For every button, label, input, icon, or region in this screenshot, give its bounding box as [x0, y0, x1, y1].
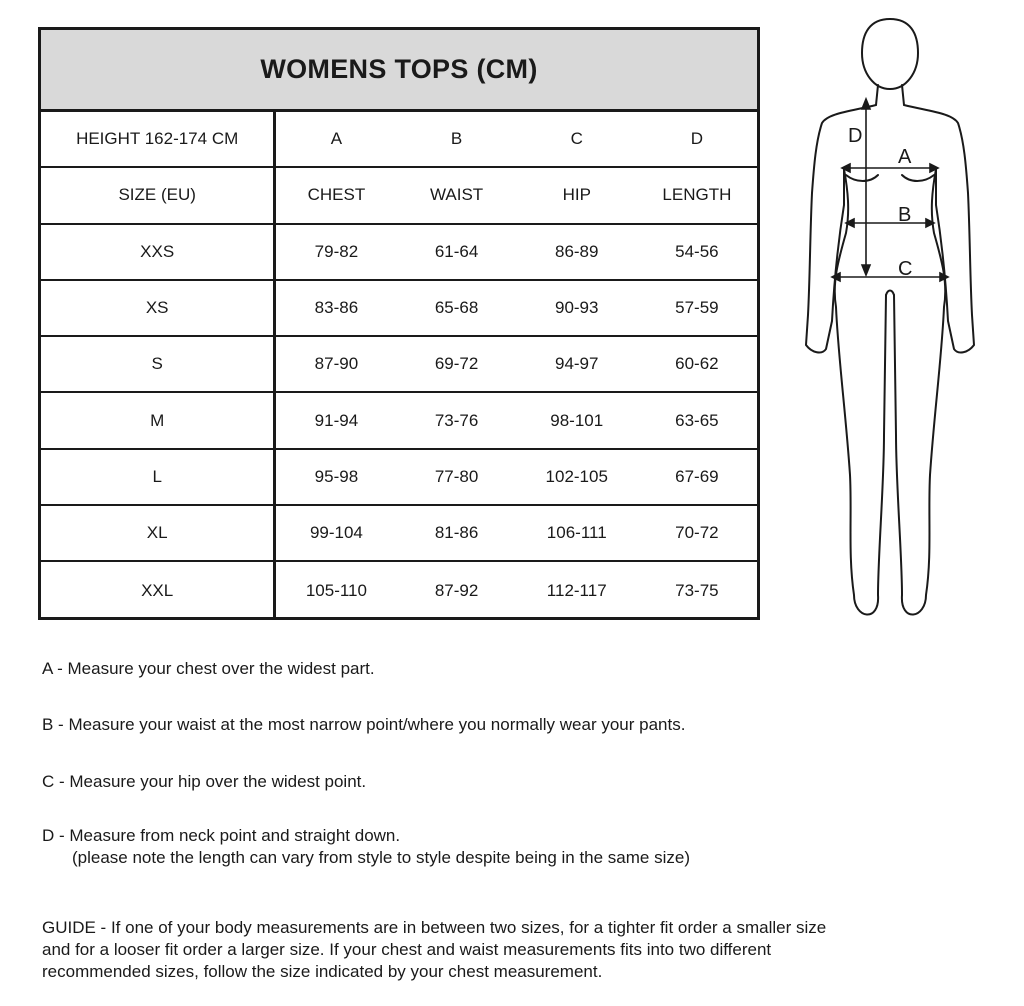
column-header: LENGTH: [662, 185, 732, 205]
measurement-cell: 79-82: [314, 241, 359, 261]
note-b: B - Measure your waist at the most narrow point/where you normally wear your pants.: [42, 715, 686, 734]
size-row: [41, 225, 757, 281]
column-header: CHEST: [307, 185, 366, 205]
measurement-cell: 67-69: [675, 466, 719, 486]
measurement-cell: 61-64: [434, 241, 479, 261]
size-cell: XXS: [41, 225, 276, 279]
size-row: [41, 506, 757, 562]
size-chart-table: [38, 27, 760, 620]
guide-line1: GUIDE - If one of your body measurements are in between two sizes, for a tighter fit order a smaller size: [42, 918, 827, 937]
figure-torso: [835, 169, 946, 615]
figure-label-a: A: [898, 146, 912, 168]
measurement-cell: 86-89: [554, 241, 599, 261]
measurement-cell: 83-86: [314, 298, 359, 318]
measurement-cell: 102-105: [545, 466, 608, 486]
measurement-cell: 94-97: [554, 354, 599, 374]
measurement-cell: 87-92: [434, 580, 479, 600]
figure-body-outline: [806, 105, 974, 352]
column-letter: D: [690, 129, 704, 149]
measurement-cell: 91-94: [314, 410, 359, 430]
measurement-cell: 69-72: [434, 354, 479, 374]
measurement-cell: 73-75: [675, 580, 719, 600]
size-row: [41, 562, 757, 618]
measurement-cell: 63-65: [675, 410, 719, 430]
measurement-cell: 99-104: [309, 523, 363, 543]
chart-title: WOMENS TOPS (CM): [41, 30, 757, 112]
chart-rows: [41, 112, 757, 619]
measurement-cell: 90-93: [554, 298, 599, 318]
size-row: [41, 450, 757, 506]
measurement-cell: 106-111: [546, 523, 607, 543]
body-measurement-figure: [790, 15, 990, 630]
measurement-cell: 95-98: [314, 466, 359, 486]
size-row: [41, 337, 757, 393]
measurement-cell: 105-110: [305, 580, 367, 600]
measurement-cell: 60-62: [675, 354, 719, 374]
column-letter: C: [570, 129, 583, 149]
measurement-cell: 70-72: [675, 523, 719, 543]
measurement-cell: 87-90: [314, 354, 359, 374]
measurement-cell: 73-76: [434, 410, 479, 430]
note-d-line2: (please note the length can vary from style to style despite being in the same size): [72, 848, 690, 867]
column-letter: B: [450, 129, 463, 149]
figure-label-b: B: [898, 204, 912, 226]
note-d: [42, 825, 690, 869]
figure-head: [862, 19, 918, 89]
column-letter: A: [330, 129, 343, 149]
guide-line3: recommended sizes, follow the size indicated by your chest measurement.: [42, 962, 603, 981]
measurement-cell: 65-68: [434, 298, 479, 318]
figure-label-c: C: [898, 258, 913, 280]
size-header-label: SIZE (EU): [41, 168, 276, 222]
size-cell: M: [41, 393, 276, 447]
height-label: HEIGHT 162-174 CM: [41, 112, 276, 166]
size-cell: L: [41, 450, 276, 504]
figure-label-d: D: [848, 125, 863, 147]
measurement-cell: 77-80: [434, 466, 479, 486]
size-header-row: [41, 168, 757, 224]
measurement-cell: 98-101: [550, 410, 604, 430]
size-row: [41, 393, 757, 449]
size-cell: XS: [41, 281, 276, 335]
size-cell: XL: [41, 506, 276, 560]
height-row: [41, 112, 757, 168]
column-header: WAIST: [429, 185, 484, 205]
size-cell: S: [41, 337, 276, 391]
size-row: [41, 281, 757, 337]
measurement-cell: 54-56: [675, 241, 719, 261]
measurement-cell: 112-117: [546, 580, 607, 600]
note-c: C - Measure your hip over the widest point.: [42, 772, 367, 791]
note-a: A - Measure your chest over the widest part.: [42, 659, 375, 678]
measurement-cell: 81-86: [434, 523, 479, 543]
guide-line2: and for a looser fit order a larger size. If your chest and waist measurements fits into two different: [42, 940, 772, 959]
measurement-cell: 57-59: [675, 298, 719, 318]
size-cell: XXL: [41, 562, 276, 618]
note-d-line1: D - Measure from neck point and straight down.: [42, 826, 401, 845]
column-header: HIP: [562, 185, 591, 205]
guide-note: [42, 917, 826, 983]
